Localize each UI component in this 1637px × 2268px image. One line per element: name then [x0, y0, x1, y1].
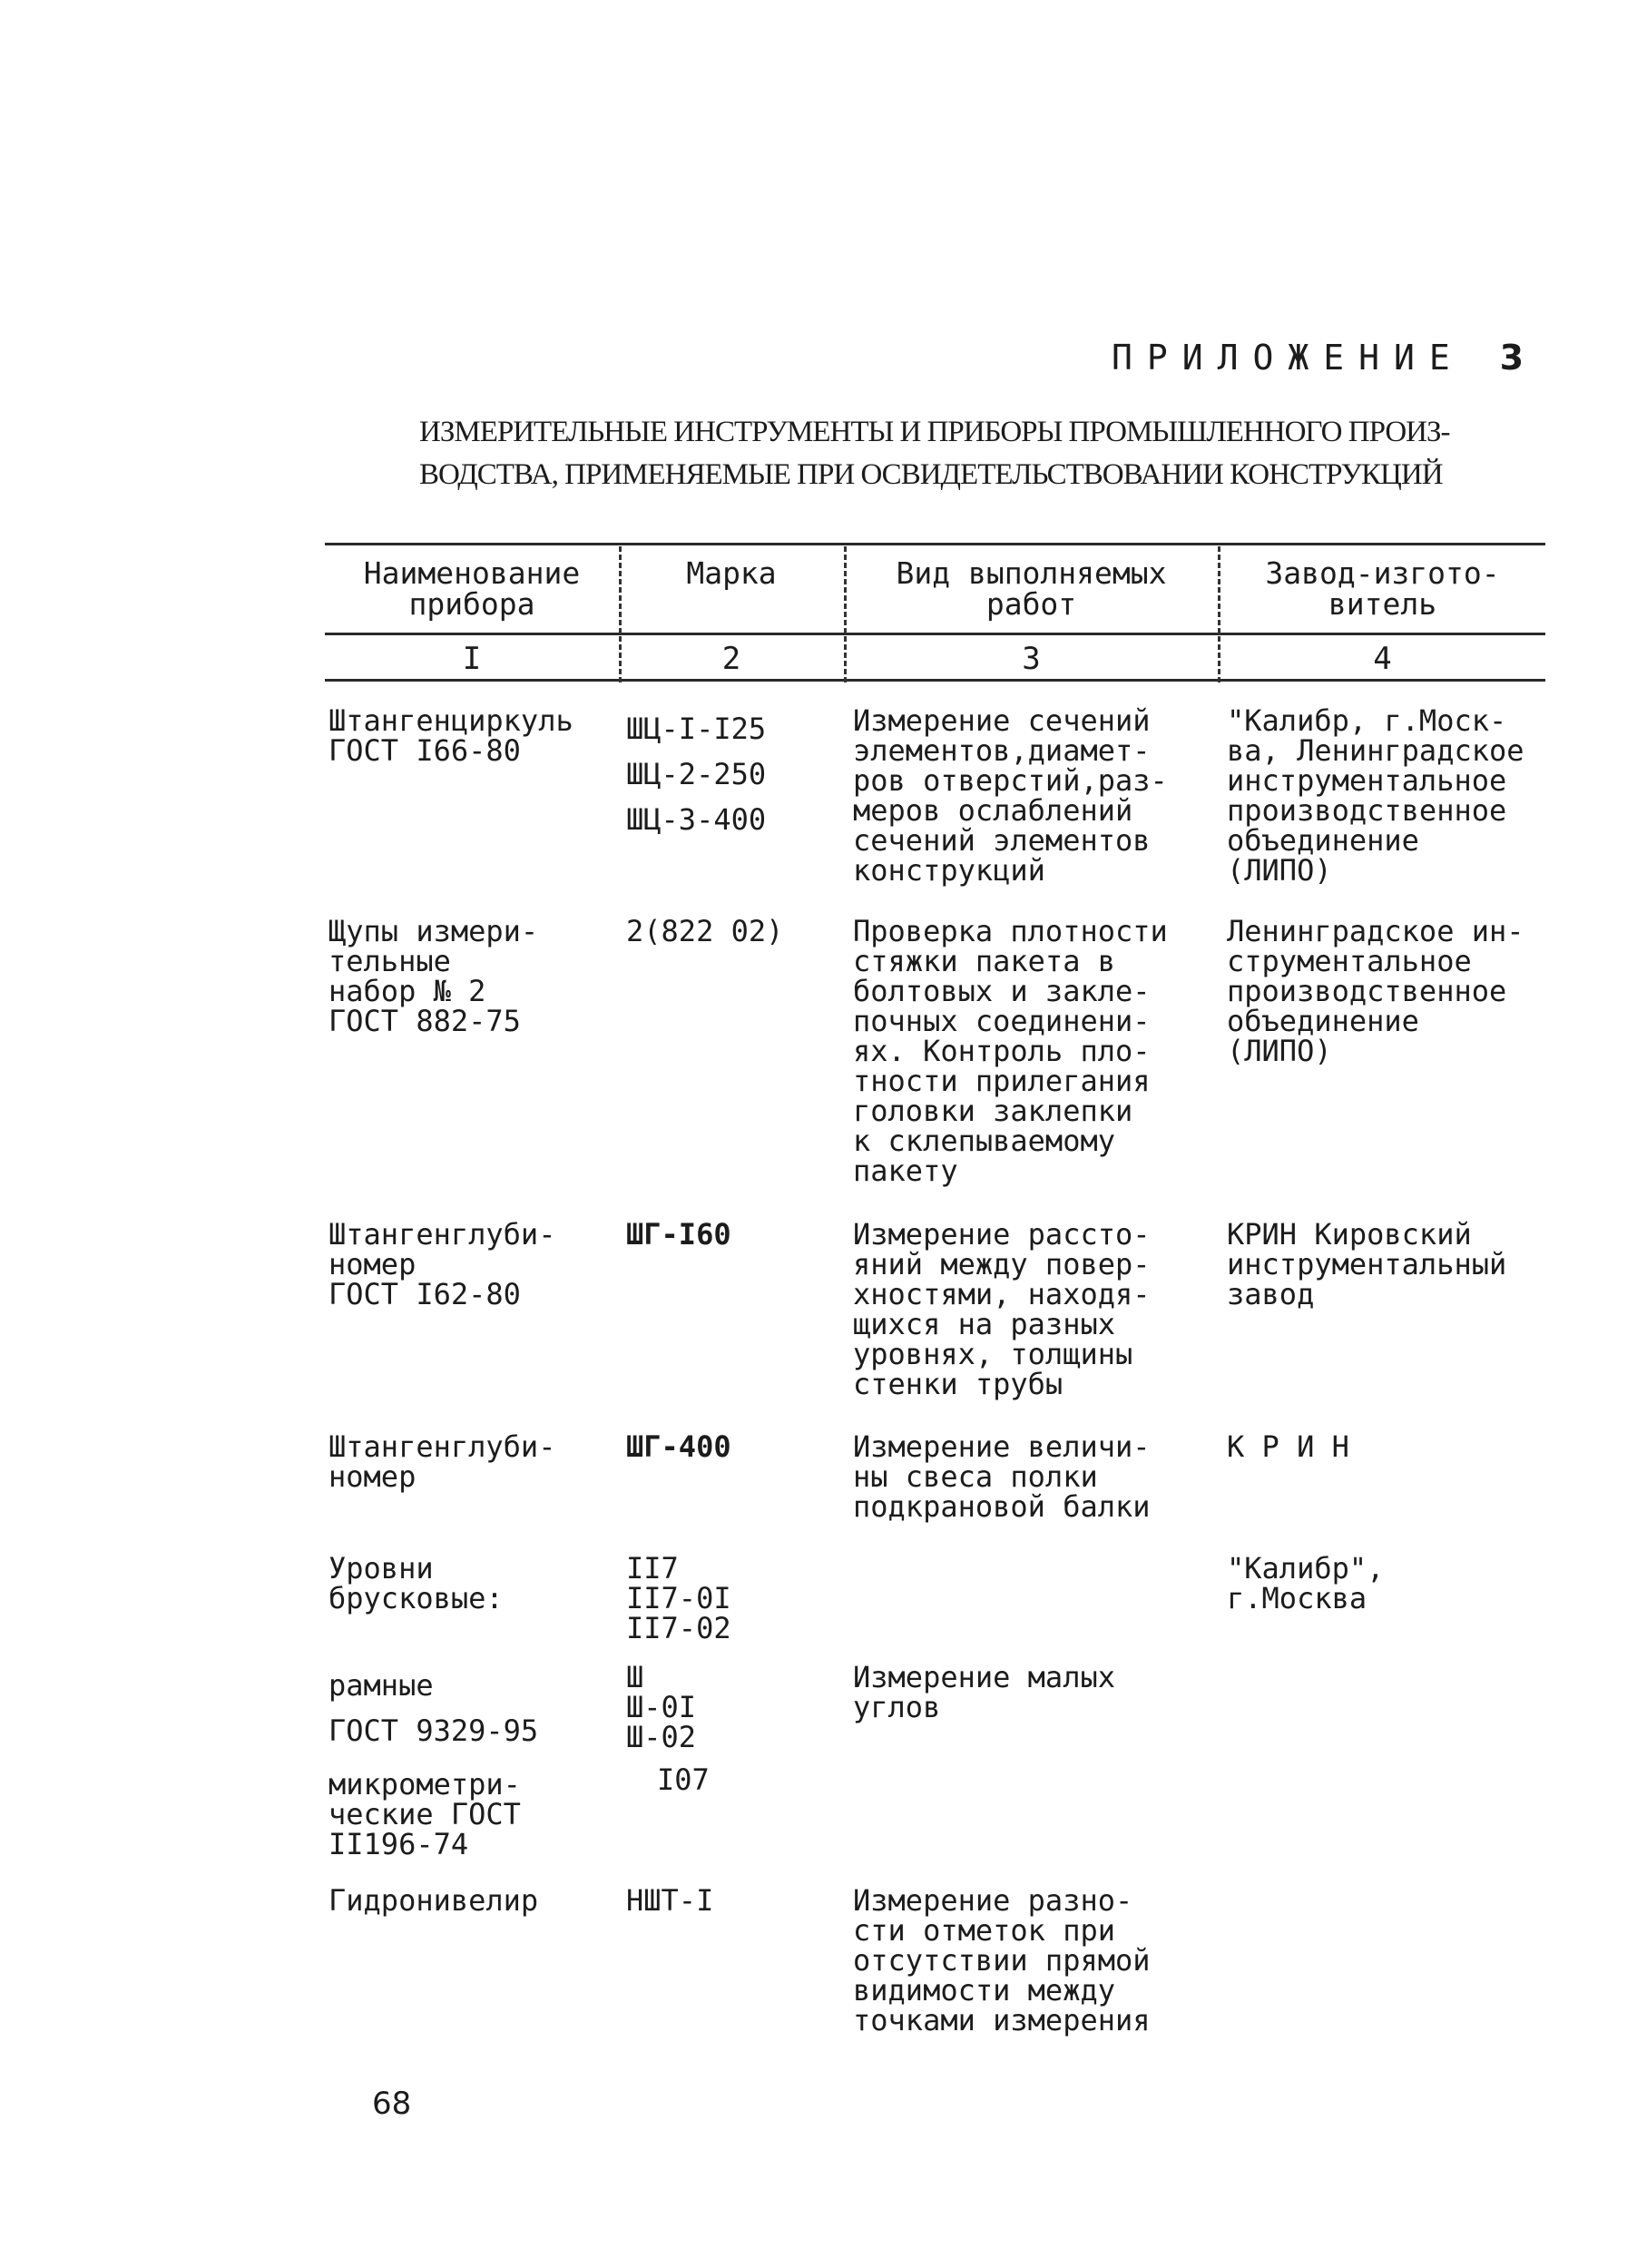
table-top-rule — [325, 543, 1545, 545]
row5-maker: "Калибр", г.Москва — [1227, 1551, 1385, 1615]
col-divider-1 — [619, 546, 622, 682]
row4-mark: ШГ-400 — [626, 1429, 731, 1464]
col-divider-3 — [1218, 546, 1220, 682]
col-number-1: I — [462, 641, 482, 677]
row3-name: Штангенглуби- номер ГОСТ I62-80 — [328, 1217, 556, 1311]
header-maker — [1221, 555, 1544, 622]
row7-name: микрометри- ческие ГОСТ II196-74 — [328, 1767, 521, 1861]
row3-maker: КРИН Кировский инструментальный завод — [1227, 1217, 1507, 1311]
header-maker-l1: Завод-изгото- — [1265, 555, 1500, 591]
header-mark-l1: Марка — [686, 555, 777, 591]
header-mark — [622, 555, 840, 591]
row3-work: Измерение рассто- яний между повер- хностями, находя- щихся на разных уровнях, толщины стенки трубы — [853, 1217, 1151, 1401]
row8-mark: НШТ-I — [626, 1883, 714, 1918]
row2-name: Щупы измери- тельные набор № 2 ГОСТ 882-75 — [328, 914, 539, 1038]
appendix-heading — [1112, 338, 1524, 378]
title-line-1: ИЗМЕРИТЕЛЬНЫЕ ИНСТРУМЕНТЫ И ПРИБОРЫ ПРОМЫШЛЕННОГО ПРОИЗ- — [419, 416, 1450, 448]
row2-work: Проверка плотности стяжки пакета в болтовых и закле- почных соединени- ях. Контроль пло- тности прилегания головки заклепки к склепываемому пакету — [853, 914, 1168, 1188]
col-number-3: 3 — [1022, 641, 1041, 677]
row8-name: Гидронивелир — [328, 1883, 539, 1918]
col-number-4: 4 — [1373, 641, 1392, 677]
row4-maker: К Р И Н — [1227, 1429, 1349, 1464]
page-number: 68 — [372, 2086, 412, 2122]
row1-name: Штангенциркуль ГОСТ I66-80 — [328, 703, 573, 768]
row6-mark: Ш Ш-0I Ш-02 — [626, 1660, 697, 1754]
row5-mark: II7 II7-0I II7-02 — [626, 1551, 731, 1645]
row6-name: рамные ГОСТ 9329-95 — [328, 1668, 539, 1748]
header-name-l2: прибора — [408, 586, 535, 622]
row1-maker: "Калибр, г.Моск- ва, Ленинградское инструментальное производственное объединение (ЛИПО) — [1227, 703, 1524, 888]
title-line-2: ВОДСТВА, ПРИМЕНЯЕМЫЕ ПРИ ОСВИДЕТЕЛЬСТВОВАНИИ КОНСТРУКЦИЙ — [419, 458, 1443, 491]
table-numbers-rule — [325, 679, 1545, 682]
appendix-number: 3 — [1499, 338, 1524, 378]
col-number-2: 2 — [721, 641, 741, 677]
header-work-l2: работ — [985, 586, 1077, 622]
header-name — [327, 555, 617, 622]
header-maker-l2: витель — [1328, 586, 1437, 622]
row1-mark: ШЦ-I-I25 ШЦ-2-250 ШЦ-3-400 — [626, 712, 767, 837]
col-divider-2 — [844, 546, 847, 682]
row4-work: Измерение величи- ны свеса полки подкрановой балки — [853, 1429, 1151, 1524]
row3-mark: ШГ-I60 — [626, 1217, 731, 1252]
row7-mark: I07 — [657, 1762, 710, 1797]
row2-maker: Ленинградское ин- струментальное производственное объединение (ЛИПО) — [1227, 914, 1524, 1068]
row2-mark: 2(822 02) — [626, 914, 784, 948]
header-name-l1: Наименование — [363, 555, 581, 591]
appendix-label: ПРИЛОЖЕНИЕ — [1112, 338, 1465, 378]
row5-name: Уровни брусковые: — [328, 1551, 504, 1615]
table-header-rule — [325, 633, 1545, 635]
row1-work: Измерение сечений элементов,диамет- ров отверстий,раз- меров ослаблений сечений элементов конструкций — [853, 703, 1168, 888]
row4-name: Штангенглуби- номер — [328, 1429, 556, 1494]
header-work — [848, 555, 1215, 622]
row6-work: Измерение малых углов — [853, 1660, 1115, 1724]
row8-work: Измерение разно- сти отметок при отсутствии прямой видимости между точками измерения — [853, 1883, 1151, 2037]
header-work-l1: Вид выполняемых — [896, 555, 1167, 591]
